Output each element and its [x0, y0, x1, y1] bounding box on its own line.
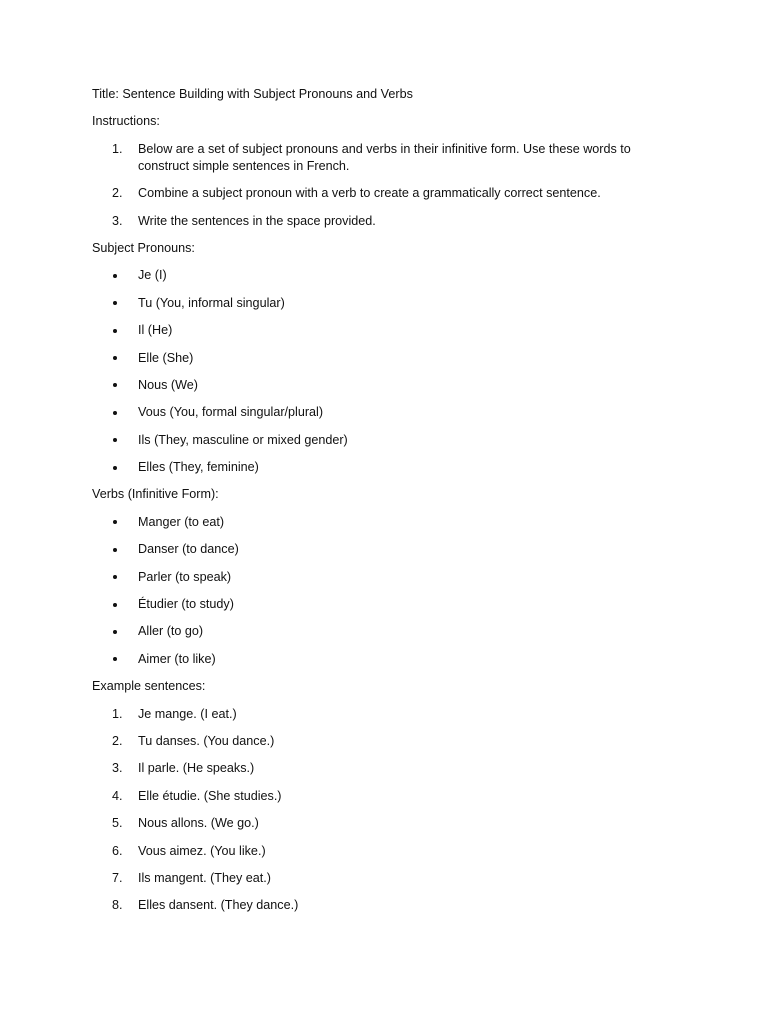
verb-text: Aller (to go) [138, 624, 204, 639]
bullet-icon [113, 411, 117, 415]
list-item [92, 569, 692, 586]
pronoun-text: Vous (You, formal singular/plural) [138, 405, 324, 420]
example-text: Ils mangent. (They eat.) [138, 870, 271, 885]
bullet-icon [113, 575, 117, 579]
list-item [92, 870, 692, 887]
list-item [92, 706, 692, 723]
document-title: Title: Sentence Building with Subject Pronouns and Verbs [92, 87, 413, 101]
instruction-text: Below are a set of subject pronouns and verbs in their infinitive form. Use these words to construct simple sentences in French. [138, 141, 631, 173]
instruction-item [92, 141, 692, 175]
bullet-icon [113, 548, 117, 552]
example-text: Il parle. (He speaks.) [138, 761, 255, 776]
list-item [92, 897, 692, 914]
bullet-icon [113, 657, 117, 661]
pronoun-text: Elle (She) [138, 350, 194, 365]
pronouns-heading: Subject Pronouns: [92, 240, 195, 255]
list-item [92, 815, 692, 832]
example-text: Nous allons. (We go.) [138, 816, 259, 831]
list-item [92, 267, 692, 284]
list-number: 3. [112, 761, 123, 776]
verb-text: Parler (to speak) [138, 569, 232, 584]
document-body [92, 86, 692, 925]
list-number: 2. [112, 733, 123, 748]
examples-list [92, 706, 692, 915]
verb-text: Étudier (to study) [138, 597, 234, 612]
examples-heading: Example sentences: [92, 679, 206, 694]
pronoun-text: Je (I) [138, 268, 167, 283]
example-text: Tu danses. (You dance.) [138, 733, 275, 748]
example-text: Vous aimez. (You like.) [138, 843, 266, 858]
verb-text: Danser (to dance) [138, 542, 239, 557]
instructions-heading: Instructions: [92, 114, 160, 129]
bullet-icon [113, 603, 117, 607]
list-number: 8. [112, 898, 123, 913]
bullet-icon [113, 274, 117, 278]
list-item [92, 623, 692, 640]
bullet-icon [113, 466, 117, 470]
instruction-item [92, 213, 692, 230]
bullet-icon [113, 438, 117, 442]
pronoun-text: Tu (You, informal singular) [138, 295, 285, 310]
example-text: Elle étudie. (She studies.) [138, 788, 282, 803]
list-item [92, 377, 692, 394]
bullet-icon [113, 520, 117, 524]
verbs-heading: Verbs (Infinitive Form): [92, 487, 219, 502]
list-number: 5. [112, 816, 123, 831]
list-item [92, 541, 692, 558]
list-number: 2. [112, 186, 123, 201]
pronoun-text: Nous (We) [138, 377, 198, 392]
verb-text: Manger (to eat) [138, 514, 225, 529]
list-item [92, 459, 692, 476]
bullet-icon [113, 329, 117, 333]
list-number: 4. [112, 788, 123, 803]
verb-text: Aimer (to like) [138, 651, 216, 666]
list-number: 3. [112, 213, 123, 228]
instruction-text: Combine a subject pronoun with a verb to create a grammatically correct sentence. [138, 186, 601, 201]
list-item [92, 596, 692, 613]
list-number: 1. [112, 141, 123, 156]
example-text: Elles dansent. (They dance.) [138, 898, 299, 913]
pronoun-text: Ils (They, masculine or mixed gender) [138, 432, 348, 447]
pronoun-text: Il (He) [138, 323, 173, 338]
list-number: 7. [112, 870, 123, 885]
bullet-icon [113, 630, 117, 634]
list-item [92, 760, 692, 777]
list-item [92, 322, 692, 339]
list-item [92, 432, 692, 449]
instruction-item [92, 185, 692, 202]
instructions-list [92, 141, 692, 230]
example-text: Je mange. (I eat.) [138, 706, 237, 721]
list-item [92, 514, 692, 531]
pronouns-list [92, 267, 692, 476]
list-number: 1. [112, 706, 123, 721]
instruction-text: Write the sentences in the space provided. [138, 213, 376, 228]
bullet-icon [113, 301, 117, 305]
list-item [92, 404, 692, 421]
verbs-list [92, 514, 692, 668]
bullet-icon [113, 383, 117, 387]
list-number: 6. [112, 843, 123, 858]
list-item [92, 843, 692, 860]
pronoun-text: Elles (They, feminine) [138, 460, 259, 475]
list-item [92, 350, 692, 367]
list-item [92, 733, 692, 750]
bullet-icon [113, 356, 117, 360]
list-item [92, 295, 692, 312]
list-item [92, 651, 692, 668]
list-item [92, 788, 692, 805]
